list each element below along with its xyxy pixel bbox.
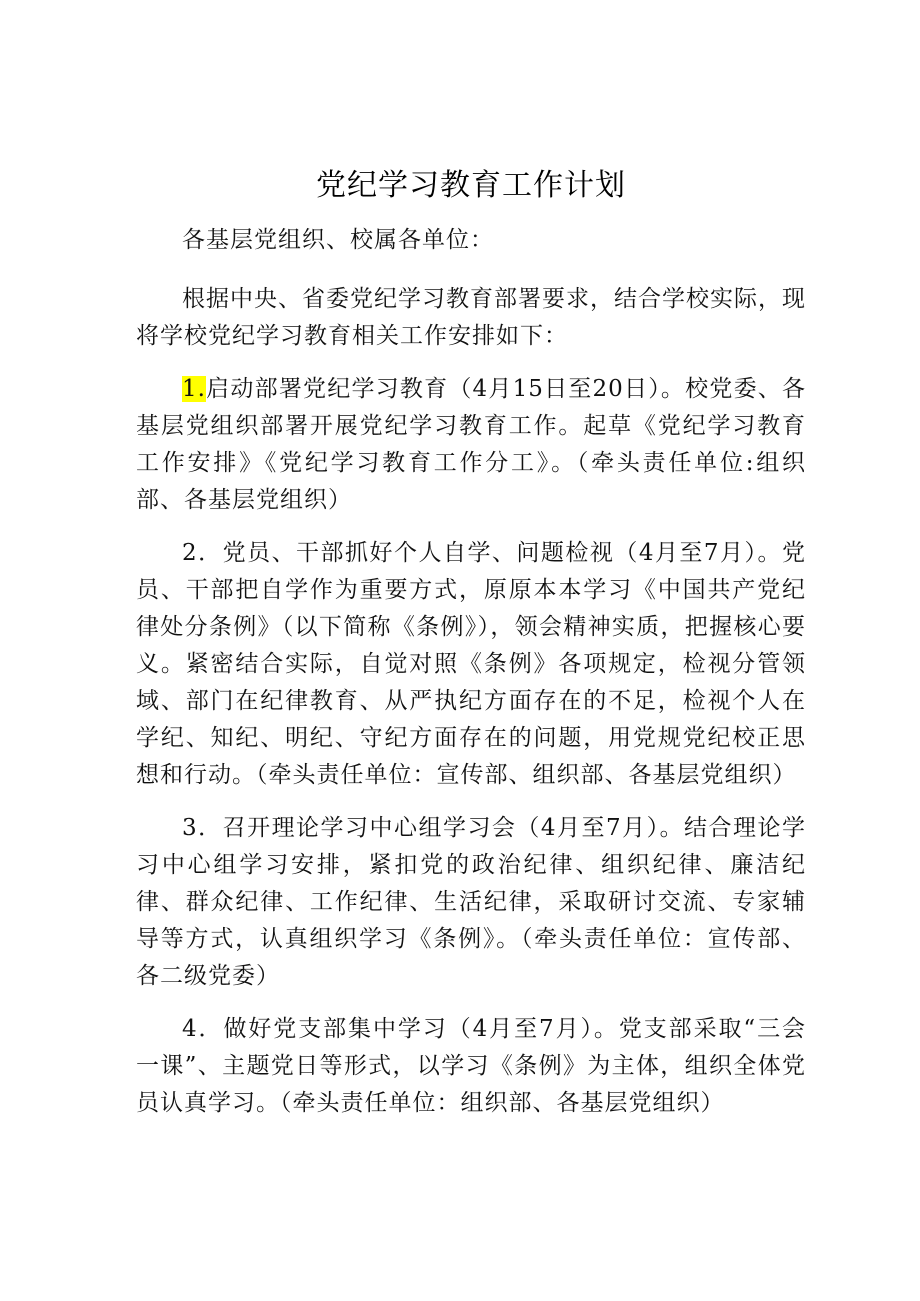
item-number-highlighted: 1.: [182, 376, 206, 402]
document-title: 党纪学习教育工作计划: [316, 168, 626, 203]
item-number: 3．: [182, 815, 223, 841]
list-item: [136, 810, 806, 995]
item-number: 4．: [182, 1016, 224, 1042]
intro-paragraph: 根据中央、省委党纪学习教育部署要求，结合学校实际，现将学校党纪学习教育相关工作安排如下：: [136, 286, 806, 349]
list-item: [136, 371, 806, 519]
item-number: 2．: [182, 540, 223, 566]
document-body: [136, 164, 806, 1138]
item-text: 启动部署党纪学习教育（4月15日至20日）。校党委、各基层党组织部署开展党纪学习教育工作。起草《党纪学习教育工作安排》《党纪学习教育工作分工》。（牵头责任单位:组织部、各基层党组织）: [136, 376, 806, 513]
item-text: 召开理论学习中心组学习会（4月至7月）。结合理论学习中心组学习安排，紧扣党的政治纪律、组织纪律、廉洁纪律、群众纪律、工作纪律、生活纪律，采取研讨交流、专家辅导等方式，认真组织学习《条例》。（牵头责任单位：宣传部、各二级党委）: [136, 815, 806, 989]
item-text: 党员、干部抓好个人自学、问题检视（4月至7月）。党员、干部把自学作为重要方式，原原本本学习《中国共产党纪律处分条例》（以下简称《条例》），领会精神实质，把握核心要义。紧密结合实际，自觉对照《条例》各项规定，检视分管领域、部门在纪律教育、从严执纪方面存在的不足，检视个人在学纪、知纪、明纪、守纪方面存在的问题，用党规党纪校正思想和行动。（牵头责任单位：宣传部、组织部、各基层党组织）: [136, 540, 806, 788]
list-item: [136, 1011, 806, 1122]
item-text: 做好党支部集中学习（4月至7月）。党支部采取“三会一课”、主题党日等形式，以学习《条例》为主体，组织全体党员认真学习。（牵头责任单位：组织部、各基层党组织）: [136, 1016, 806, 1116]
salutation: 各基层党组织、校属各单位：: [182, 227, 494, 253]
list-item: [136, 535, 806, 794]
